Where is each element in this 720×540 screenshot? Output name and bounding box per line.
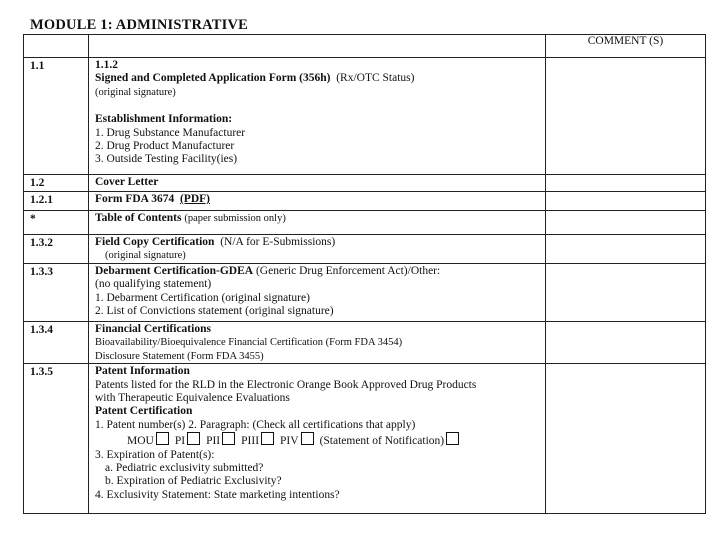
checkbox-label: (Statement of Notification): [319, 435, 445, 448]
row-heading: Debarment Certification-GDEA: [95, 265, 254, 277]
row-description: [89, 364, 546, 514]
row-line: Patents listed for the RLD in the Electronic Orange Book Approved Drug Products: [95, 378, 477, 391]
row-line: Bioavailability/Bioequivalence Financial Certification (Form FDA 3454): [95, 337, 403, 349]
row-description: [89, 264, 546, 322]
row-number: 1.1: [24, 58, 89, 175]
header-num-cell: [24, 35, 89, 58]
list-item: 2. Drug Product Manufacturer: [95, 140, 235, 153]
patent-cert-line: 1. Patent number(s) 2. Paragraph: (Check all certifications that apply): [95, 418, 416, 431]
row-description: [89, 192, 546, 211]
row-number: 1.2.1: [24, 192, 89, 211]
comment-cell[interactable]: [546, 264, 706, 322]
comment-cell[interactable]: [546, 322, 706, 364]
comment-cell[interactable]: [546, 58, 706, 175]
row-description: [89, 58, 546, 175]
row-line: 3. Expiration of Patent(s):: [95, 448, 215, 461]
table-row: [24, 58, 706, 175]
comment-header: COMMENT (S): [546, 35, 706, 58]
checkbox-label: PIII: [241, 435, 260, 448]
checkbox-label: PII: [206, 435, 221, 448]
checkbox-label: PIV: [280, 435, 299, 448]
row-number: 1.2: [24, 175, 89, 192]
patent-cert-heading: Patent Certification: [95, 405, 193, 418]
row-heading-suffix: (Generic Drug Enforcement Act)/Other:: [255, 265, 441, 277]
row-line: (no qualifying statement): [95, 278, 212, 291]
row-heading-suffix: (N/A for E-Submissions): [220, 236, 336, 248]
notification-checkbox[interactable]: [446, 432, 459, 445]
row-heading: Signed and Completed Application Form (356h): [95, 72, 331, 85]
list-item: 3. Outside Testing Facility(ies): [95, 153, 238, 166]
row-number: 1.3.2: [24, 235, 89, 264]
table-row: [24, 235, 706, 264]
comment-cell[interactable]: [546, 364, 706, 514]
row-line: a. Pediatric exclusivity submitted?: [105, 462, 264, 475]
table-row: [24, 264, 706, 322]
piv-checkbox[interactable]: [301, 432, 314, 445]
row-heading: Financial Certifications: [95, 323, 211, 335]
row-number: *: [24, 211, 89, 235]
row-line: Disclosure Statement (Form FDA 3455): [95, 350, 264, 362]
row-number: 1.3.5: [24, 364, 89, 514]
row-number: 1.3.4: [24, 322, 89, 364]
row-note: (original signature): [95, 86, 176, 98]
establishment-heading: Establishment Information:: [95, 113, 233, 126]
row-line: 4. Exclusivity Statement: State marketing intentions?: [95, 488, 340, 501]
table-row: [24, 322, 706, 364]
paragraph-checkboxes: [95, 432, 539, 448]
comment-cell[interactable]: [546, 211, 706, 235]
subsection-number: 1.1.2: [95, 59, 118, 71]
row-line: 1. Debarment Certification (original signature): [95, 291, 310, 304]
header-desc-cell: [89, 35, 546, 58]
checkbox-label: MOU: [127, 435, 154, 448]
row-description: [89, 235, 546, 264]
piii-checkbox[interactable]: [261, 432, 274, 445]
row-description: Cover Letter: [89, 175, 546, 192]
row-description: [89, 211, 546, 235]
row-heading-suffix: (Rx/OTC Status): [336, 72, 415, 85]
row-heading: Table of Contents: [95, 212, 182, 224]
row-heading: Form FDA 3674: [95, 193, 175, 205]
checkbox-label: PI: [174, 435, 186, 448]
list-item: 1. Drug Substance Manufacturer: [95, 126, 246, 139]
row-heading: Patent Information: [95, 365, 190, 378]
comment-cell[interactable]: [546, 192, 706, 211]
row-note: (original signature): [105, 250, 186, 262]
table-row: [24, 211, 706, 235]
header-row: [24, 35, 706, 58]
pi-checkbox[interactable]: [187, 432, 200, 445]
table-row: [24, 364, 706, 514]
row-line: with Therapeutic Equivalence Evaluations: [95, 392, 290, 405]
pii-checkbox[interactable]: [222, 432, 235, 445]
row-number: 1.3.3: [24, 264, 89, 322]
table-row: [24, 175, 706, 192]
mou-checkbox[interactable]: [156, 432, 169, 445]
comment-cell[interactable]: [546, 235, 706, 264]
row-line: b. Expiration of Pediatric Exclusivity?: [105, 475, 282, 488]
table-row: [24, 192, 706, 211]
pdf-link[interactable]: (PDF): [179, 193, 210, 205]
row-description: [89, 322, 546, 364]
checklist-table: [23, 34, 706, 514]
row-line: 2. List of Convictions statement (original signature): [95, 305, 334, 318]
comment-cell[interactable]: [546, 175, 706, 192]
row-heading: Field Copy Certification: [95, 236, 215, 248]
row-heading-suffix: (paper submission only): [184, 213, 286, 224]
page-title: MODULE 1: ADMINISTRATIVE: [30, 17, 249, 33]
